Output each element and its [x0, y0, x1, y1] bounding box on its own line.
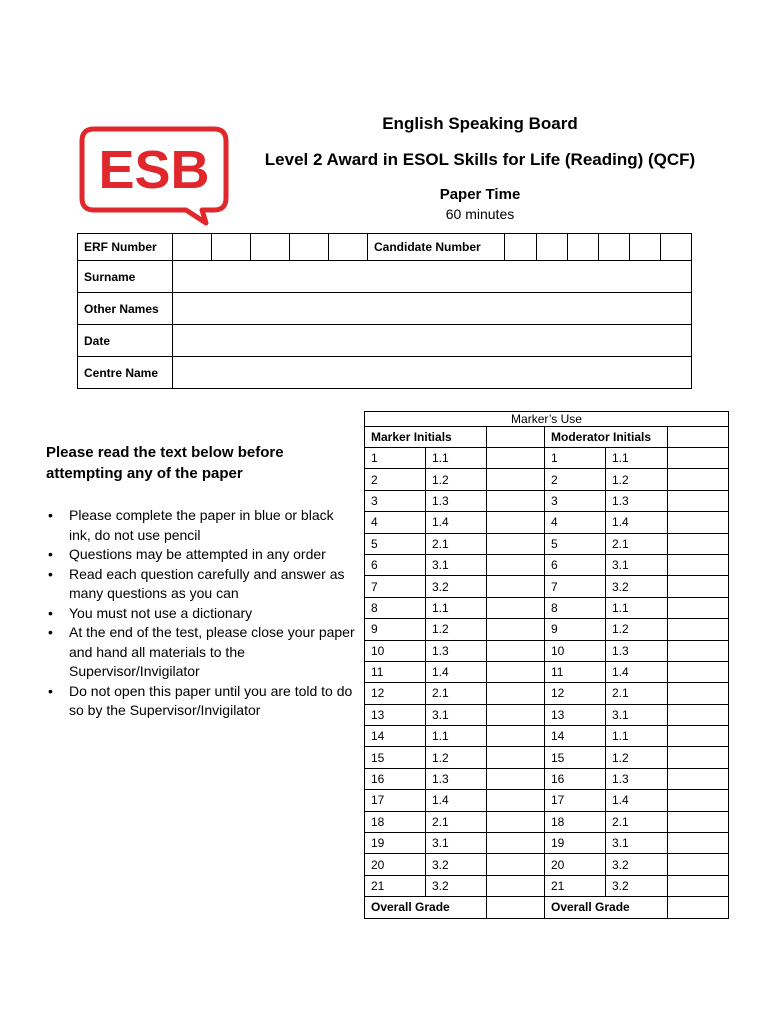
marker-question-number: 2 — [365, 469, 426, 490]
marker-question-number: 9 — [365, 619, 426, 640]
instructions-title: Please read the text below before attempting any of the paper — [46, 444, 284, 482]
marker-question-number: 13 — [365, 704, 426, 725]
marker-initials-field[interactable] — [487, 427, 545, 448]
marker-question-number: 10 — [365, 640, 426, 661]
moderator-score-box[interactable] — [668, 726, 729, 747]
marker-question-ref: 3.2 — [426, 576, 487, 597]
moderator-initials-field[interactable] — [668, 427, 729, 448]
marker-question-number: 5 — [365, 533, 426, 554]
candidate-details-table — [77, 233, 692, 389]
marker-row — [365, 533, 729, 554]
marker-row — [365, 661, 729, 682]
moderator-score-box[interactable] — [668, 640, 729, 661]
moderator-question-ref: 1.2 — [606, 619, 668, 640]
moderator-question-number: 3 — [545, 490, 606, 511]
marker-question-number: 11 — [365, 661, 426, 682]
marker-question-ref: 1.4 — [426, 661, 487, 682]
moderator-score-box[interactable] — [668, 576, 729, 597]
candidate-digit-box[interactable] — [599, 234, 630, 261]
date-field[interactable] — [173, 325, 692, 357]
moderator-question-number: 8 — [545, 597, 606, 618]
marker-row — [365, 640, 729, 661]
instruction-item: • Do not open this paper until you are told to do so by the Supervisor/Invigilator — [46, 682, 356, 721]
date-row — [78, 325, 692, 357]
candidate-digit-box[interactable] — [568, 234, 599, 261]
moderator-score-box[interactable] — [668, 683, 729, 704]
marker-question-ref: 3.1 — [426, 704, 487, 725]
moderator-question-ref: 3.2 — [606, 576, 668, 597]
moderator-score-box[interactable] — [668, 747, 729, 768]
moderator-question-ref: 1.4 — [606, 512, 668, 533]
moderator-question-number: 5 — [545, 533, 606, 554]
moderator-score-box[interactable] — [668, 854, 729, 875]
paper-time-label: Paper Time — [439, 186, 521, 203]
moderator-question-number: 9 — [545, 619, 606, 640]
moderator-question-number: 14 — [545, 726, 606, 747]
marker-row — [365, 597, 729, 618]
moderator-question-ref: 2.1 — [606, 683, 668, 704]
instruction-item: • Please complete the paper in blue or black ink, do not use pencil — [46, 506, 356, 545]
moderator-score-box[interactable] — [668, 597, 729, 618]
marker-question-ref: 1.2 — [426, 747, 487, 768]
moderator-overall-grade-box[interactable] — [668, 897, 729, 918]
moderator-score-box[interactable] — [668, 833, 729, 854]
marker-score-box[interactable] — [487, 597, 545, 618]
moderator-question-number: 16 — [545, 768, 606, 789]
erf-digit-box[interactable] — [290, 234, 329, 261]
marker-score-box[interactable] — [487, 490, 545, 511]
marker-row — [365, 704, 729, 725]
surname-label: Surname — [78, 261, 173, 293]
instruction-item: • You must not use a dictionary — [46, 604, 356, 624]
moderator-question-ref: 1.2 — [606, 469, 668, 490]
paper-time-value: 60 minutes — [445, 206, 515, 222]
moderator-overall-grade-label: Overall Grade — [545, 897, 668, 918]
marker-score-box[interactable] — [487, 661, 545, 682]
marker-question-ref: 1.2 — [426, 619, 487, 640]
moderator-question-number: 12 — [545, 683, 606, 704]
moderator-question-ref: 3.1 — [606, 833, 668, 854]
marker-question-ref: 1.3 — [426, 768, 487, 789]
overall-grade-row — [365, 897, 729, 918]
marker-row — [365, 619, 729, 640]
moderator-score-box[interactable] — [668, 490, 729, 511]
moderator-question-ref: 3.2 — [606, 875, 668, 896]
marker-row — [365, 576, 729, 597]
marker-overall-grade-box[interactable] — [487, 897, 545, 918]
moderator-score-box[interactable] — [668, 448, 729, 469]
candidate-digit-box[interactable] — [537, 234, 568, 261]
other-names-field[interactable] — [173, 293, 692, 325]
marker-row — [365, 768, 729, 789]
moderator-score-box[interactable] — [668, 533, 729, 554]
marker-row — [365, 854, 729, 875]
marker-question-ref: 3.1 — [426, 554, 487, 575]
erf-digit-box[interactable] — [329, 234, 368, 261]
marker-question-number: 8 — [365, 597, 426, 618]
moderator-question-ref: 3.1 — [606, 554, 668, 575]
marker-row — [365, 875, 729, 896]
surname-field[interactable] — [173, 261, 692, 293]
erf-digit-box[interactable] — [212, 234, 251, 261]
marker-question-ref: 1.3 — [426, 490, 487, 511]
marker-question-number: 19 — [365, 833, 426, 854]
marker-score-box[interactable] — [487, 619, 545, 640]
moderator-question-number: 7 — [545, 576, 606, 597]
erf-row — [78, 234, 692, 261]
marker-question-number: 20 — [365, 854, 426, 875]
marker-score-box[interactable] — [487, 726, 545, 747]
erf-number-label: ERF Number — [78, 234, 173, 261]
moderator-question-number: 1 — [545, 448, 606, 469]
marker-question-ref: 3.2 — [426, 854, 487, 875]
moderator-question-ref: 2.1 — [606, 811, 668, 832]
erf-digit-box[interactable] — [173, 234, 212, 261]
instruction-item: • Read each question carefully and answer as many questions as you can — [46, 565, 356, 604]
marker-row — [365, 811, 729, 832]
marker-question-ref: 2.1 — [426, 533, 487, 554]
marker-row — [365, 726, 729, 747]
moderator-question-ref: 1.3 — [606, 640, 668, 661]
marker-score-box[interactable] — [487, 683, 545, 704]
esb-logo-text: ESB — [98, 140, 210, 200]
moderator-question-ref: 3.2 — [606, 854, 668, 875]
marker-question-number: 17 — [365, 790, 426, 811]
marker-question-ref: 3.1 — [426, 833, 487, 854]
marker-row — [365, 469, 729, 490]
marker-score-box[interactable] — [487, 512, 545, 533]
moderator-question-ref: 1.4 — [606, 661, 668, 682]
instruction-item: • Questions may be attempted in any order — [46, 545, 356, 565]
moderator-score-box[interactable] — [668, 704, 729, 725]
moderator-question-number: 13 — [545, 704, 606, 725]
marker-question-number: 4 — [365, 512, 426, 533]
markers-use-title: Marker’s Use — [365, 412, 729, 427]
marker-question-ref: 1.1 — [426, 448, 487, 469]
marker-question-number: 16 — [365, 768, 426, 789]
marker-question-ref: 1.1 — [426, 597, 487, 618]
marker-question-ref: 1.3 — [426, 640, 487, 661]
marker-initials-label: Marker Initials — [365, 427, 487, 448]
marker-row — [365, 833, 729, 854]
moderator-score-box[interactable] — [668, 512, 729, 533]
moderator-score-box[interactable] — [668, 469, 729, 490]
moderator-question-number: 20 — [545, 854, 606, 875]
candidate-number-label: Candidate Number — [368, 234, 505, 261]
centre-name-label: Centre Name — [78, 357, 173, 389]
marker-score-box[interactable] — [487, 833, 545, 854]
other-names-row — [78, 293, 692, 325]
moderator-question-number: 2 — [545, 469, 606, 490]
marker-question-ref: 1.2 — [426, 469, 487, 490]
moderator-question-ref: 2.1 — [606, 533, 668, 554]
candidate-digit-box[interactable] — [505, 234, 537, 261]
marker-row — [365, 448, 729, 469]
other-names-label: Other Names — [78, 293, 173, 325]
marker-score-box[interactable] — [487, 640, 545, 661]
marker-score-box[interactable] — [487, 790, 545, 811]
marker-question-number: 14 — [365, 726, 426, 747]
erf-digit-box[interactable] — [251, 234, 290, 261]
marker-score-box[interactable] — [487, 854, 545, 875]
surname-row — [78, 261, 692, 293]
marker-question-ref: 2.1 — [426, 811, 487, 832]
marker-row — [365, 790, 729, 811]
award-title: Level 2 Award in ESOL Skills for Life (Reading) (QCF) — [264, 150, 696, 169]
marker-question-number: 12 — [365, 683, 426, 704]
marker-overall-grade-label: Overall Grade — [365, 897, 487, 918]
date-label: Date — [78, 325, 173, 357]
marker-question-number: 3 — [365, 490, 426, 511]
moderator-question-ref: 1.1 — [606, 597, 668, 618]
moderator-score-box[interactable] — [668, 790, 729, 811]
moderator-question-ref: 1.1 — [606, 448, 668, 469]
marker-score-box[interactable] — [487, 875, 545, 896]
marker-question-ref: 2.1 — [426, 683, 487, 704]
moderator-question-number: 15 — [545, 747, 606, 768]
centre-name-field[interactable] — [173, 357, 692, 389]
moderator-score-box[interactable] — [668, 875, 729, 896]
marker-score-box[interactable] — [487, 576, 545, 597]
moderator-question-ref: 1.1 — [606, 726, 668, 747]
moderator-score-box[interactable] — [668, 661, 729, 682]
marker-question-number: 18 — [365, 811, 426, 832]
moderator-question-number: 17 — [545, 790, 606, 811]
marker-score-box[interactable] — [487, 554, 545, 575]
centre-name-row — [78, 357, 692, 389]
marker-score-box[interactable] — [487, 533, 545, 554]
moderator-question-number: 21 — [545, 875, 606, 896]
marker-question-ref: 1.4 — [426, 790, 487, 811]
marker-row — [365, 512, 729, 533]
marker-question-ref: 3.2 — [426, 875, 487, 896]
moderator-score-box[interactable] — [668, 619, 729, 640]
moderator-question-ref: 1.4 — [606, 790, 668, 811]
marker-score-box[interactable] — [487, 448, 545, 469]
marker-row — [365, 554, 729, 575]
marker-score-box[interactable] — [487, 768, 545, 789]
instructions-list — [46, 506, 356, 721]
moderator-question-ref: 1.3 — [606, 490, 668, 511]
moderator-question-number: 11 — [545, 661, 606, 682]
moderator-score-box[interactable] — [668, 554, 729, 575]
marker-question-number: 15 — [365, 747, 426, 768]
moderator-score-box[interactable] — [668, 768, 729, 789]
marker-row — [365, 747, 729, 768]
marker-row — [365, 490, 729, 511]
moderator-question-number: 19 — [545, 833, 606, 854]
moderator-question-number: 6 — [545, 554, 606, 575]
marker-score-box[interactable] — [487, 469, 545, 490]
marker-question-ref: 1.4 — [426, 512, 487, 533]
moderator-initials-label: Moderator Initials — [545, 427, 668, 448]
moderator-score-box[interactable] — [668, 811, 729, 832]
marker-question-number: 7 — [365, 576, 426, 597]
instruction-item: • At the end of the test, please close your paper and hand all materials to the Supervisor/Invigilator — [46, 623, 356, 682]
marker-question-ref: 1.1 — [426, 726, 487, 747]
esb-logo — [78, 126, 230, 226]
marker-score-box[interactable] — [487, 704, 545, 725]
markers-use-table — [364, 411, 729, 919]
organisation-title: English Speaking Board — [382, 114, 578, 133]
moderator-question-ref: 3.1 — [606, 704, 668, 725]
marker-score-box[interactable] — [487, 811, 545, 832]
marker-score-box[interactable] — [487, 747, 545, 768]
marker-row — [365, 683, 729, 704]
candidate-digit-box[interactable] — [630, 234, 661, 261]
moderator-question-ref: 1.3 — [606, 768, 668, 789]
moderator-question-number: 18 — [545, 811, 606, 832]
moderator-question-ref: 1.2 — [606, 747, 668, 768]
candidate-digit-box[interactable] — [661, 234, 692, 261]
moderator-question-number: 10 — [545, 640, 606, 661]
marker-question-number: 6 — [365, 554, 426, 575]
marker-question-number: 21 — [365, 875, 426, 896]
marker-question-number: 1 — [365, 448, 426, 469]
moderator-question-number: 4 — [545, 512, 606, 533]
